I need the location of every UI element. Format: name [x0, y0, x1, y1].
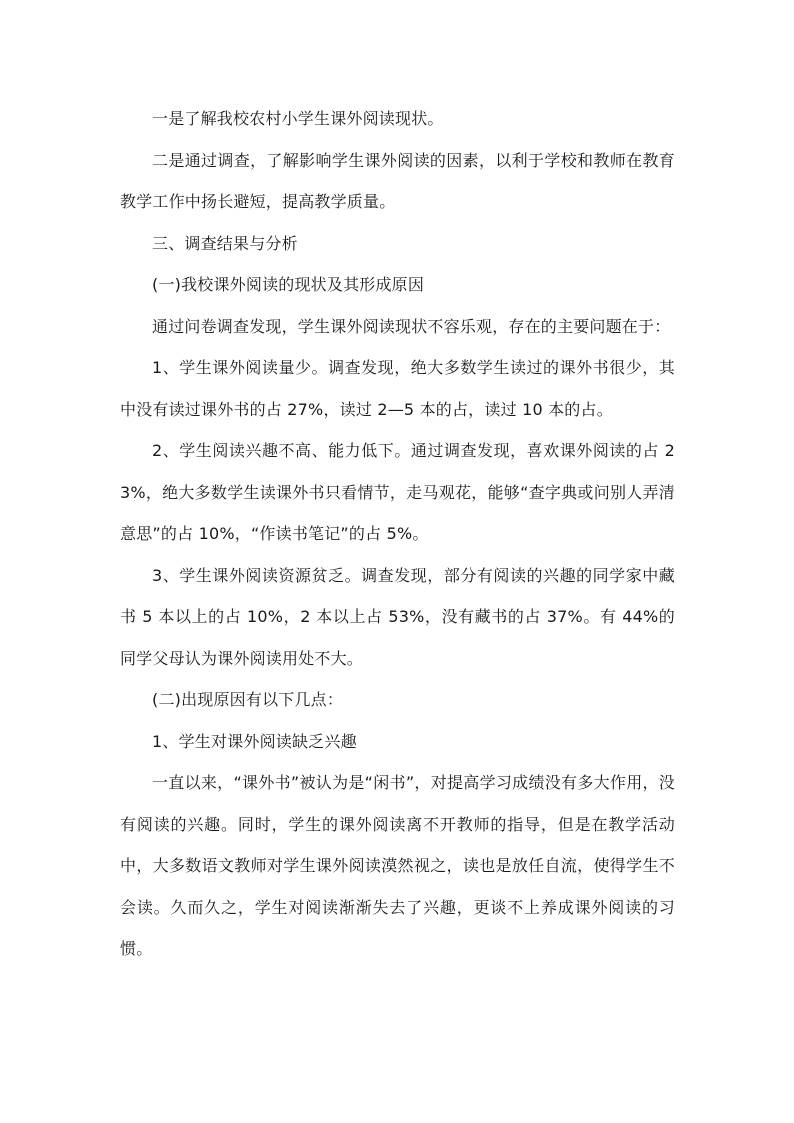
section-heading-results: 三、调查结果与分析: [152, 233, 298, 253]
paragraph-survey-intro: 通过问卷调查发现，学生课外阅读现状不容乐观，存在的主要问题在于：: [152, 316, 671, 336]
subsection-heading-causes: (二)出现原因有以下几点：: [152, 690, 344, 709]
paragraph-point-1: 1、学生课外阅读量少。调查发现，绝大多数学生读过的课外书很少，其中没有读过课外书的占 27%，读过 2—5 本的占，读过 10 本的占。: [120, 358, 675, 419]
paragraph-cause-1: 一直以来，“课外书”被认为是“闲书”，对提高学习成绩没有多大作用，没有阅读的兴趣。同时，学生的课外阅读离不开教师的指导，但是在教学活动中，大多数语文教师对学生课外阅读漠然视之，读也是放任自流，使得学生不会读。久而久之，学生对阅读渐渐失去了兴趣，更谈不上养成课外阅读的习惯。: [120, 773, 675, 958]
paragraph-point-3: 3、学生课外阅读资源贫乏。调查发现，部分有阅读的兴趣的同学家中藏书 5 本以上的占 10%，2 本以上占 53%，没有藏书的占 37%。有 44%的同学父母认为课外阅读用处不大。: [120, 565, 675, 668]
paragraph-point-2: 2、学生阅读兴趣不高、能力低下。通过调查发现，喜欢课外阅读的占 23%，绝大多数学生读课外书只看情节，走马观花，能够“查字典或问别人弄清意思”的占 10%，“作读书笔记”的占 5%。: [120, 441, 675, 543]
cause-heading-1: 1、学生对课外阅读缺乏兴趣: [152, 731, 357, 751]
document-body: [120, 98, 675, 970]
paragraph-goal-one: 一是了解我校农村小学生课外阅读现状。: [152, 109, 444, 128]
subsection-heading-status: (一)我校课外阅读的现状及其形成原因: [152, 275, 425, 294]
paragraph-goal-two: 二是通过调查，了解影响学生课外阅读的因素，以利于学校和教师在教育教学工作中扬长避短，提高教学质量。: [120, 150, 675, 211]
